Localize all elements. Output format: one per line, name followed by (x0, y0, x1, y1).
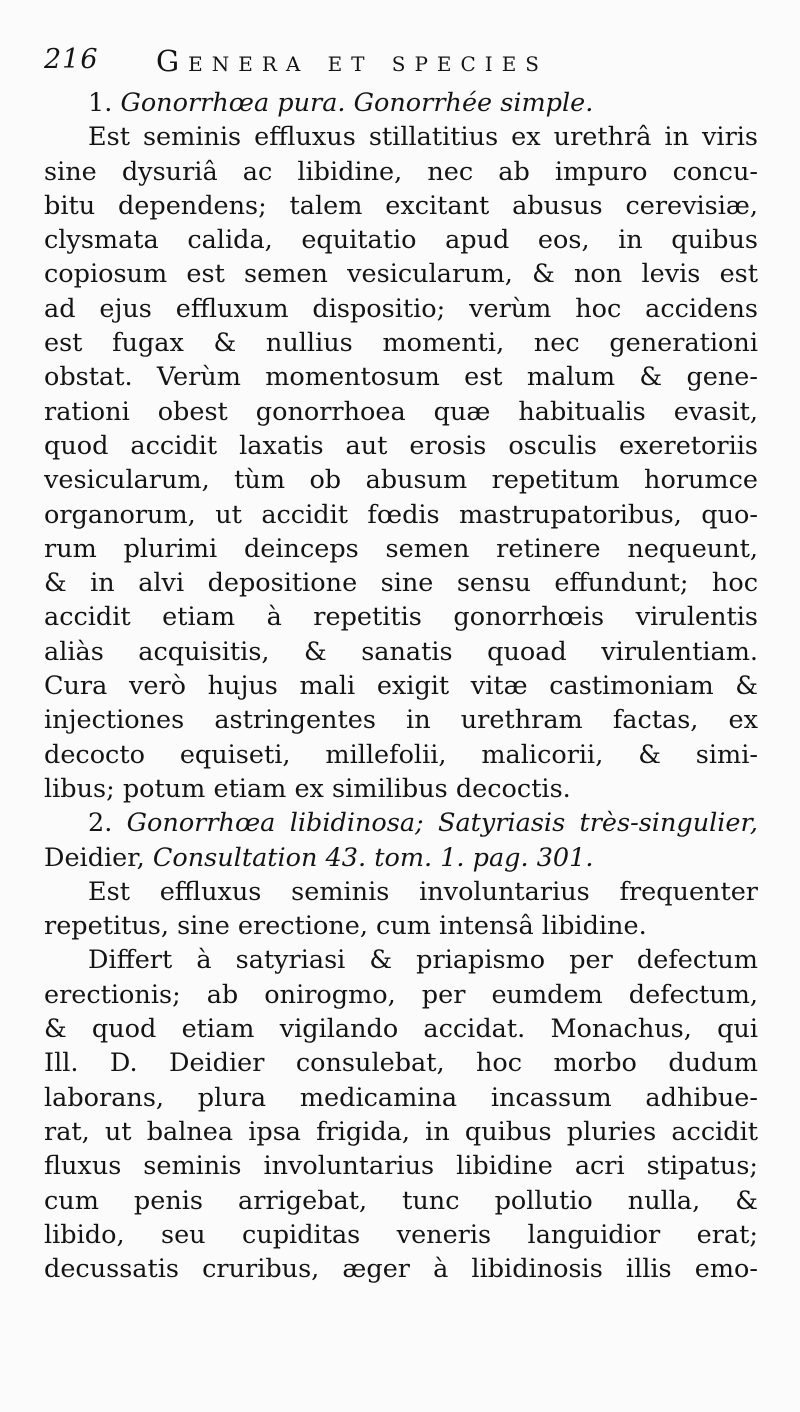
section-number: 2. (88, 808, 113, 839)
section-title (44, 806, 758, 840)
section-french-title: Satyriasis très-singulier, (437, 808, 758, 839)
section-french-title: Gonorrhée simple. (353, 88, 594, 118)
text-line: Est effluxus seminis involuntarius frequenter (88, 876, 758, 907)
text-line: cum penis arrigebat, tunc pollutio nulla, & (44, 1185, 758, 1216)
text-line: rationi obest gonorrhoea quæ habitualis evasit, (44, 396, 758, 427)
text-line: & quod etiam vigilando accidat. Monachus, qui (44, 1014, 758, 1045)
reference-citation: Consultation 43. tom. 1. pag. 301. (152, 842, 594, 873)
text-line: bitu dependens; talem excitant abusus cerevisiæ, (44, 190, 758, 221)
running-head: Genera et species (156, 44, 549, 78)
text-line: clysmata calida, equitatio apud eos, in quibus (44, 225, 758, 256)
text-line: decussatis cruribus, æger à libidinosis illis emo- (44, 1254, 758, 1285)
text-line: est fugax & nullius momenti, nec generationi (44, 328, 758, 359)
text-line: erectionis; ab onirogmo, per eumdem defectum, (44, 979, 758, 1010)
text-line: decocto equiseti, millefolii, malicorii, & simi- (44, 739, 758, 770)
text-line: injectiones astringentes in urethram factas, ex (44, 705, 758, 736)
text-line: Est seminis effluxus stillatitius ex urethrâ in viris (88, 122, 758, 153)
section-title (44, 86, 758, 120)
text-line: Differt à satyriasi & priapismo per defectum (88, 945, 758, 976)
text-line: Cura verò hujus mali exigit vitæ castimoniam & (44, 671, 758, 702)
section-latin-title: Gonorrhœa libidinosa; (126, 808, 424, 839)
page-header (44, 36, 758, 86)
section-reference (44, 841, 758, 875)
text-line: vesicularum, tùm ob abusum repetitum horumce (44, 465, 758, 496)
text-line: rat, ut balnea ipsa frigida, in quibus pluries accidit (44, 1116, 758, 1147)
section-number: 1. (88, 88, 113, 118)
text-line: ad ejus effluxum dispositio; verùm hoc accidens (44, 293, 758, 324)
text-line: obstat. Verùm momentosum est malum & gene- (44, 362, 758, 393)
text-line: libido, seu cupiditas veneris languidior erat; (44, 1219, 758, 1250)
text-line: sine dysuriâ ac libidine, nec ab impuro concu- (44, 156, 758, 187)
text-line: quod accidit laxatis aut erosis osculis exeretoriis (44, 430, 758, 461)
text-line: fluxus seminis involuntarius libidine acri stipatus; (44, 1151, 758, 1182)
text-line: libus; potum etiam ex similibus decoctis. (44, 773, 571, 804)
text-line: repetitus, sine erectione, cum intensâ libidine. (44, 911, 647, 942)
reference-author: Deidier, (44, 842, 145, 873)
text-line: organorum, ut accidit fœdis mastrupatoribus, quo- (44, 499, 758, 530)
text-line: Ill. D. Deidier consulebat, hoc morbo dudum (44, 1048, 758, 1079)
text-line: copiosum est semen vesicularum, & non levis est (44, 259, 758, 290)
text-line: laborans, plura medicamina incassum adhibue- (44, 1082, 758, 1113)
text-line: rum plurimi deinceps semen retinere nequeunt, (44, 533, 758, 564)
page-number: 216 (44, 44, 99, 75)
text-column (44, 36, 758, 1286)
text-line: aliàs acquisitis, & sanatis quoad virulentiam. (44, 636, 758, 667)
text-line: & in alvi depositione sine sensu effundunt; hoc (44, 568, 758, 599)
text-line: accidit etiam à repetitis gonorrhœis virulentis (44, 602, 758, 633)
section-latin-title: Gonorrhœa pura. (120, 88, 346, 118)
